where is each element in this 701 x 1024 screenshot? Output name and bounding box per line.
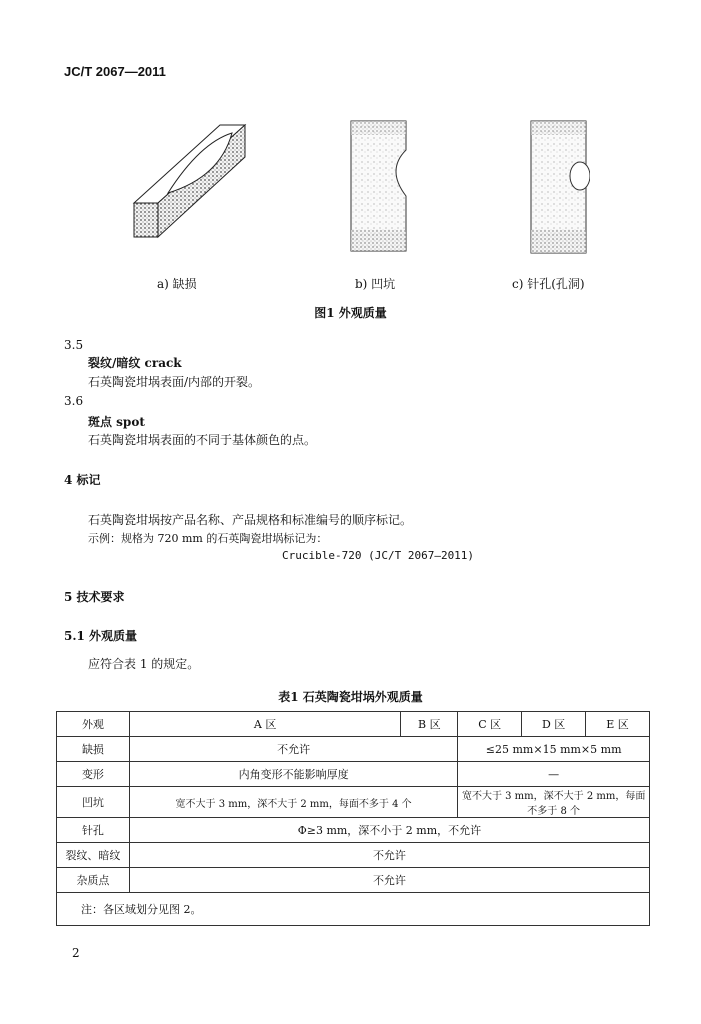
section-4-title: 4 标记 bbox=[64, 473, 101, 487]
table-cell: 宽不大于 3 mm，深不大于 2 mm，每面不多于 8 个 bbox=[458, 787, 650, 818]
section-3-6-term: 斑点 spot bbox=[88, 415, 145, 429]
table-header-row bbox=[57, 712, 650, 737]
header-cell: B 区 bbox=[401, 712, 458, 737]
table-row bbox=[57, 818, 650, 843]
figure-b-pit-illustration bbox=[348, 118, 410, 254]
table-row bbox=[57, 843, 650, 868]
section-4-marking-code: Crucible-720 (JC/T 2067—2011) bbox=[282, 549, 475, 562]
row-label: 变形 bbox=[57, 762, 130, 787]
section-4-example: 示例：规格为 720 mm 的石英陶瓷坩埚标记为： bbox=[88, 532, 328, 545]
figure-b-caption: b) 凹坑 bbox=[355, 277, 396, 291]
section-3-5-number: 3.5 bbox=[64, 338, 84, 352]
section-3-5-term: 裂纹/暗纹 crack bbox=[88, 356, 182, 370]
row-label: 裂纹、暗纹 bbox=[57, 843, 130, 868]
row-label: 针孔 bbox=[57, 818, 130, 843]
table-note: 注：各区域划分见图 2。 bbox=[57, 893, 650, 926]
table-cell: ≤25 mm×15 mm×5 mm bbox=[458, 737, 650, 762]
section-5-1-title: 5.1 外观质量 bbox=[64, 629, 138, 643]
figure-title: 图1 外观质量 bbox=[314, 306, 387, 320]
figure-c-pinhole-illustration bbox=[528, 118, 590, 256]
row-label: 凹坑 bbox=[57, 787, 130, 818]
table-cell: 不允许 bbox=[129, 737, 457, 762]
table-cell: 不允许 bbox=[129, 843, 649, 868]
table-cell: Φ≥3 mm，深不小于 2 mm，不允许 bbox=[129, 818, 649, 843]
table-cell: — bbox=[458, 762, 650, 787]
row-label: 杂质点 bbox=[57, 868, 130, 893]
appearance-quality-table bbox=[56, 711, 650, 926]
table-row bbox=[57, 868, 650, 893]
page-number: 2 bbox=[72, 946, 80, 960]
standard-code-header: JC/T 2067—2011 bbox=[64, 64, 166, 79]
section-5-title: 5 技术要求 bbox=[64, 590, 125, 604]
table-row bbox=[57, 762, 650, 787]
figure-a-caption: a) 缺损 bbox=[157, 277, 197, 291]
table-note-row bbox=[57, 893, 650, 926]
figure-a-defect-illustration bbox=[120, 115, 260, 245]
table-row bbox=[57, 787, 650, 818]
header-cell: D 区 bbox=[522, 712, 586, 737]
figure-c-caption: c) 针孔(孔洞) bbox=[512, 277, 585, 291]
table-cell: 宽不大于 3 mm，深不大于 2 mm，每面不多于 4 个 bbox=[129, 787, 457, 818]
header-cell: A 区 bbox=[129, 712, 400, 737]
table-cell: 内角变形不能影响厚度 bbox=[129, 762, 457, 787]
section-5-1-text: 应符合表 1 的规定。 bbox=[88, 657, 200, 671]
section-3-6-number: 3.6 bbox=[64, 394, 84, 408]
row-label: 缺损 bbox=[57, 737, 130, 762]
table-title: 表1 石英陶瓷坩埚外观质量 bbox=[278, 690, 423, 704]
section-4-text: 石英陶瓷坩埚按产品名称、产品规格和标准编号的顺序标记。 bbox=[88, 513, 413, 527]
section-3-5-definition: 石英陶瓷坩埚表面/内部的开裂。 bbox=[88, 375, 261, 389]
table-cell: 不允许 bbox=[129, 868, 649, 893]
table-row bbox=[57, 737, 650, 762]
header-cell: C 区 bbox=[458, 712, 522, 737]
header-cell: 外观 bbox=[57, 712, 130, 737]
section-3-6-definition: 石英陶瓷坩埚表面的不同于基体颜色的点。 bbox=[88, 433, 317, 447]
header-cell: E 区 bbox=[586, 712, 650, 737]
